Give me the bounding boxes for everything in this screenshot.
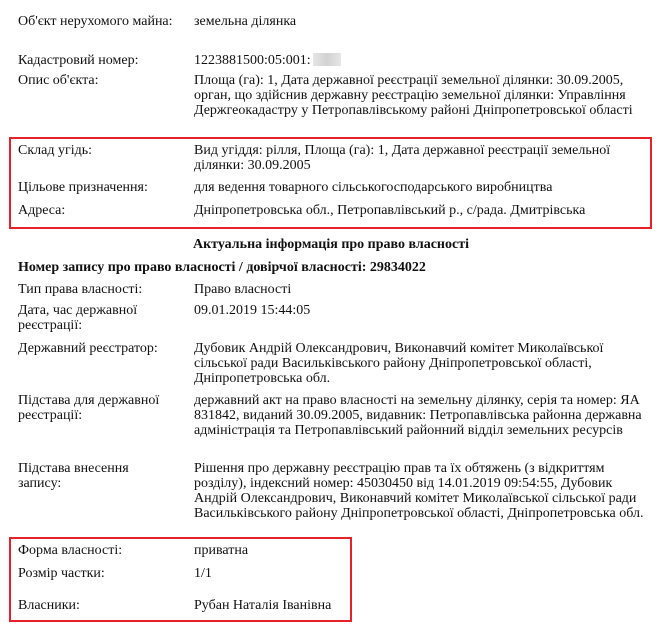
share-value: 1/1 <box>194 566 212 581</box>
registrar-value: Дубовик Андрій Олександрович, Виконавчий комітет Миколаївської сільської ради Васильківського району Дніпропетровської області, Дніпропетровська обл. <box>194 341 604 386</box>
address-label: Адреса: <box>18 203 66 218</box>
registrar-label: Державний реєстратор: <box>18 341 158 356</box>
cadastral-value-wrap <box>194 53 654 68</box>
record-number-line: Номер запису про право власності / довірчої власності: 29834022 <box>18 260 426 275</box>
purpose-label: Цільове призначення: <box>18 180 148 195</box>
cadastral-value: 1223881500:05:001: <box>194 53 311 68</box>
purpose-value: для ведення товарного сільськогосподарського виробництва <box>194 180 553 195</box>
entry-basis-value: Рішення про державну реєстрацію прав та їх обтяжень (з відкриттям розділу), індексний номер: 45030450 від 14.01.2019 09:54:55, Дубовик Андрій Олександрович, Виконавчий комітет Миколаївської сільської ради Васильківського району Дніпропетровської області, Дніпропетровська обл. <box>194 461 644 521</box>
share-label: Розмір частки: <box>18 566 105 581</box>
reg-date-label: Дата, час державної реєстрації: <box>18 303 138 333</box>
form-value: приватна <box>194 543 249 558</box>
address-value: Дніпропетровська обл., Петропавлівський р., с/рада. Дмитрівська <box>194 203 586 218</box>
right-type-label: Тип права власності: <box>18 282 143 297</box>
basis-value: державний акт на право власності на земельну ділянку, серія та номер: ЯА 831842, виданий 30.09.2005, видавник: Петропавлівська районна державна адміністрація та Петропавлівський районний відділ земельних ресурсів <box>194 393 642 438</box>
description-value: Площа (га): 1, Дата державної реєстрації земельної ділянки: 30.09.2005, орган, що здійснив державну реєстрацію земельної ділянки: Управління Держгеокадастру у Петропавлівському районі Дніпропетровської області <box>194 73 633 118</box>
reg-date-value: 09.01.2019 15:44:05 <box>194 303 311 318</box>
cadastral-label: Кадастровий номер: <box>18 53 139 68</box>
composition-label: Склад угідь: <box>18 143 92 158</box>
form-label: Форма власності: <box>18 543 123 558</box>
basis-label: Підстава для державної реєстрації: <box>18 393 160 423</box>
object-value: земельна ділянка <box>194 14 297 29</box>
composition-value: Вид угіддя: рілля, Площа (га): 1, Дата державної реєстрації земельної ділянки: 30.09.2005 <box>194 143 611 173</box>
ownership-section-title: Актуальна інформація про право власності <box>193 237 469 252</box>
right-type-value: Право власності <box>194 282 292 297</box>
object-label: Об'єкт нерухомого майна: <box>18 14 173 29</box>
description-label: Опис об'єкта: <box>18 73 99 88</box>
entry-basis-label: Підстава внесення запису: <box>18 461 129 491</box>
owners-label: Власники: <box>18 598 80 613</box>
redacted-block <box>313 53 341 66</box>
owners-value: Рубан Наталія Іванівна <box>194 598 332 613</box>
